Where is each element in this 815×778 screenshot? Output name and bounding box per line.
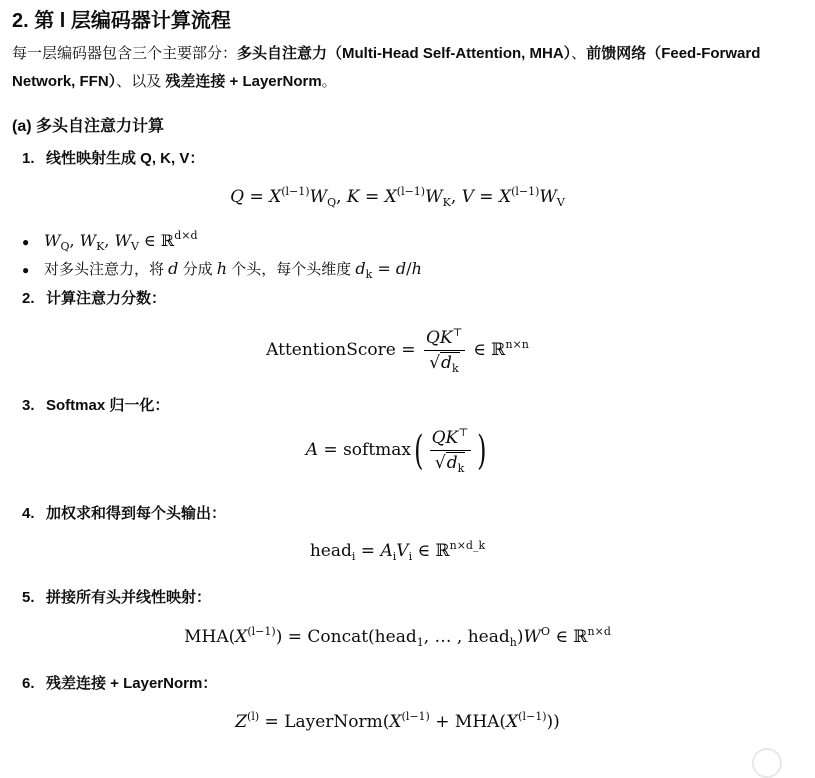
math-sqrt xyxy=(429,353,459,375)
math-superscript: n×n xyxy=(505,338,529,351)
math-subscript: Q xyxy=(60,240,70,253)
step-label: 线性映射生成 Q, K, V： xyxy=(46,150,205,167)
math-fraction xyxy=(424,326,465,375)
fraction-numerator xyxy=(430,426,471,451)
step-number: 6. xyxy=(22,675,35,692)
bullet-math xyxy=(355,259,422,281)
math-token: W xyxy=(425,187,443,207)
intro-sep: 、以及 xyxy=(116,73,166,90)
math-superscript: d×d xyxy=(174,229,198,242)
math-token: ∈ ℝ xyxy=(412,541,450,561)
step-number: 5. xyxy=(22,589,35,606)
math-token: = xyxy=(473,187,499,207)
math-subscript: k xyxy=(457,462,465,475)
math-token: A xyxy=(380,541,393,561)
math-superscript: (l−1) xyxy=(518,710,547,723)
math-fraction xyxy=(430,426,471,475)
math-token: h xyxy=(411,259,422,278)
math-sqrt xyxy=(435,453,465,475)
bullet-weights xyxy=(22,229,198,253)
step-5 xyxy=(22,586,211,607)
math-token: W xyxy=(44,231,61,250)
formula-layernorm xyxy=(0,710,795,732)
intro-residual: 残差连接 + LayerNorm xyxy=(165,73,322,90)
radicand xyxy=(440,352,460,373)
step-label: Softmax 归一化： xyxy=(46,397,170,414)
math-token: ∈ ℝ xyxy=(467,340,506,360)
math-token: W xyxy=(79,231,97,250)
math-token: W xyxy=(539,187,557,207)
math-token: d xyxy=(395,259,407,278)
bullet-text: 个头，每个头维度 xyxy=(227,261,356,278)
math-d: d xyxy=(168,259,179,278)
math-subscript: V xyxy=(130,240,139,253)
math-subscript: k xyxy=(451,362,459,375)
math-h: h xyxy=(216,259,228,278)
math-token: ∈ ℝ xyxy=(138,231,175,250)
bullet-text: 对多头注意力，将 xyxy=(44,261,169,278)
math-token: = xyxy=(372,259,396,278)
math-superscript: (l−1) xyxy=(281,185,310,198)
math-token: QK xyxy=(431,428,459,448)
math-token: + MHA( xyxy=(429,712,507,732)
math-token: , xyxy=(336,187,347,207)
math-token: ) = Concat(head xyxy=(275,627,417,647)
math-token: X xyxy=(269,187,282,207)
step-number: 1. xyxy=(22,150,35,167)
math-superscript: (l−1) xyxy=(401,710,430,723)
formula-qkv xyxy=(0,185,795,209)
intro-paragraph xyxy=(12,40,802,96)
math-token: = softmax xyxy=(318,440,412,460)
math-token: d xyxy=(446,453,458,473)
intro-ffn: 前馈网络（Feed-Forward Network, FFN） xyxy=(12,45,761,90)
math-token: head xyxy=(309,541,352,561)
math-token: = xyxy=(359,187,385,207)
intro-end: 。 xyxy=(321,73,337,90)
math-subscript: i xyxy=(351,550,356,563)
math-subscript: k xyxy=(365,268,373,281)
math-subscript: 1 xyxy=(416,636,424,649)
step-number: 2. xyxy=(22,290,35,307)
step-label: 残差连接 + LayerNorm： xyxy=(46,675,218,692)
math-superscript: (l) xyxy=(247,710,260,723)
math-token: = xyxy=(244,187,270,207)
bullet-text: 分成 xyxy=(178,261,217,278)
math-token: X xyxy=(389,712,402,732)
math-subscript: Q xyxy=(327,196,337,209)
math-token: A xyxy=(305,440,319,460)
section-heading: 2. 第 l 层编码器计算流程 xyxy=(12,10,231,32)
math-superscript: ⊤ xyxy=(458,426,469,439)
math-token: V xyxy=(461,187,474,207)
math-subscript: i xyxy=(392,550,397,563)
formula-softmax xyxy=(0,426,795,475)
math-token: ∈ ℝ xyxy=(550,627,588,647)
math-token: / xyxy=(406,259,412,278)
radicand xyxy=(446,452,466,473)
math-superscript: (l−1) xyxy=(396,185,426,198)
math-subscript: V xyxy=(556,196,565,209)
math-superscript: (l−1) xyxy=(511,185,540,198)
math-paren: ) xyxy=(476,427,487,474)
subsection-heading: (a) 多头自注意力计算 xyxy=(12,118,165,135)
intro-sep: 、 xyxy=(571,45,587,62)
fraction-numerator xyxy=(424,326,465,351)
math-token: = LayerNorm( xyxy=(259,712,390,732)
math-token: QK xyxy=(425,328,453,348)
step-4 xyxy=(22,502,226,523)
bullet-dot-icon: ● xyxy=(22,263,30,277)
math-token: X xyxy=(235,627,248,647)
math-subscript: K xyxy=(442,196,451,209)
step-1 xyxy=(22,147,204,168)
intro-prefix: 每一层编码器包含三个主要部分： xyxy=(12,45,238,62)
step-3 xyxy=(22,394,169,415)
bullet-heads xyxy=(22,258,422,281)
math-token: Q xyxy=(230,187,245,207)
intro-mha: 多头自注意力（Multi-Head Self-Attention, MHA） xyxy=(237,45,572,62)
math-token: W xyxy=(309,187,328,207)
math-paren: ( xyxy=(414,427,424,474)
math-superscript: (l−1) xyxy=(247,625,276,638)
math-superscript: n×d xyxy=(587,625,611,638)
math-token: , … , head xyxy=(423,627,510,647)
math-subscript: K xyxy=(96,240,105,253)
math-token: MHA( xyxy=(184,627,236,647)
step-label: 计算注意力分数： xyxy=(46,290,167,307)
fraction-denominator xyxy=(429,351,459,375)
math-token: X xyxy=(384,187,397,207)
bullet-dot-icon: ● xyxy=(22,235,30,249)
step-2 xyxy=(22,287,166,308)
math-token: X xyxy=(506,712,519,732)
math-token: )) xyxy=(546,712,560,732)
step-label: 拼接所有头并线性映射： xyxy=(46,589,212,606)
step-number: 4. xyxy=(22,505,35,522)
step-number: 3. xyxy=(22,397,35,414)
math-subscript: h xyxy=(509,636,517,649)
formula-head xyxy=(0,539,795,563)
loading-spinner-icon xyxy=(752,748,782,778)
math-superscript: O xyxy=(540,625,551,638)
math-superscript: n×d_k xyxy=(449,539,486,552)
math-token: AttentionScore = xyxy=(266,340,421,360)
math-token: ) xyxy=(516,627,524,647)
math-subscript: i xyxy=(408,550,413,563)
math-superscript: ⊤ xyxy=(452,326,463,339)
math-token: , xyxy=(104,231,115,250)
formula-mha xyxy=(0,625,795,649)
fraction-denominator xyxy=(435,451,465,475)
step-6 xyxy=(22,672,217,693)
step-label: 加权求和得到每个头输出： xyxy=(46,505,227,522)
math-token: X xyxy=(498,187,512,207)
sqrt-icon: √ xyxy=(429,353,441,373)
math-token: V xyxy=(396,541,409,561)
math-token: W xyxy=(523,627,541,647)
math-token: Z xyxy=(235,712,248,732)
math-token: , xyxy=(450,187,462,207)
sqrt-icon: √ xyxy=(434,453,446,473)
math-token: d xyxy=(441,353,452,373)
formula-attention-score xyxy=(0,326,795,375)
math-token: , xyxy=(69,231,80,250)
math-token: W xyxy=(114,231,131,250)
math-token: d xyxy=(355,259,366,278)
math-token: K xyxy=(346,187,360,207)
bullet-math xyxy=(44,229,198,253)
math-token: = xyxy=(355,541,381,561)
